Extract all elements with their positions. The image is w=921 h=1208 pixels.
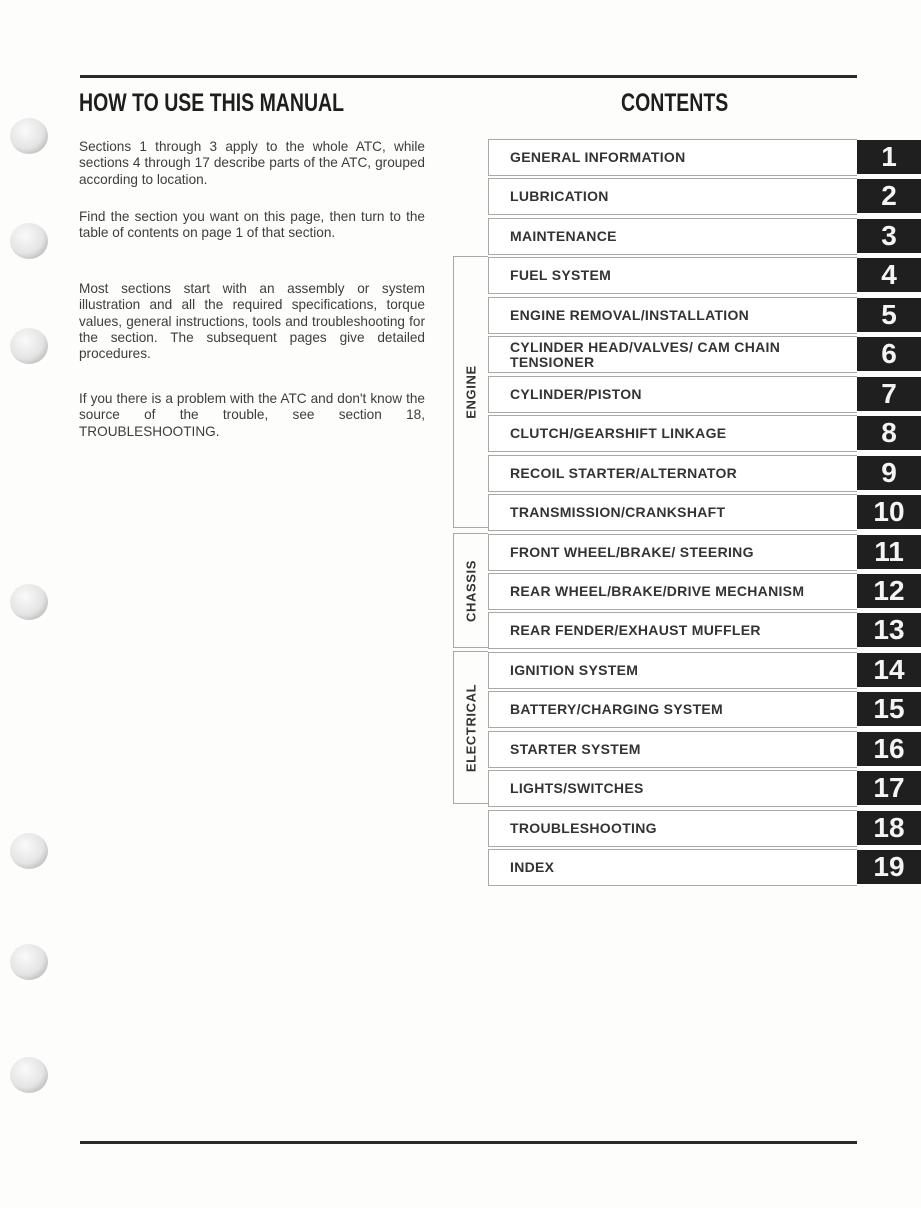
section-label: LIGHTS/SWITCHES [510,780,644,796]
bottom-rule [80,1141,857,1144]
section-tab[interactable]: 1 [857,140,921,174]
section-row[interactable] [488,297,857,334]
section-row[interactable] [488,731,857,768]
section-row[interactable] [488,810,857,847]
section-row[interactable] [488,257,857,294]
how-to-use-title: HOW TO USE THIS MANUAL [79,89,345,117]
section-tab[interactable]: 9 [857,456,921,490]
binder-hole-icon [10,944,48,980]
section-tab[interactable]: 13 [857,613,921,647]
binder-hole-icon [10,584,48,620]
binder-hole-icon [10,118,48,154]
section-row[interactable] [488,849,857,886]
binder-hole-icon [10,1057,48,1093]
section-tab[interactable]: 7 [857,377,921,411]
section-tab[interactable]: 19 [857,850,921,884]
group-electrical [453,651,488,804]
section-label: CYLINDER HEAD/VALVES/ CAM CHAIN TENSIONER [510,338,781,370]
section-tab[interactable]: 6 [857,337,921,371]
section-row[interactable] [488,455,857,492]
section-tab[interactable]: 2 [857,179,921,213]
section-row[interactable] [488,336,857,373]
section-row[interactable] [488,573,857,610]
binder-hole-icon [10,328,48,364]
section-tab[interactable]: 4 [857,258,921,292]
section-row[interactable] [488,178,857,215]
section-tab[interactable]: 18 [857,811,921,845]
paragraph: If you there is a problem with the ATC and don't know the source of the trouble, see section 18, TROUBLESHOOTING. [79,391,425,439]
paragraph: Find the section you want on this page, then turn to the table of contents on page 1 of that section. [79,209,425,241]
section-row[interactable] [488,534,857,571]
section-label: TRANSMISSION/CRANKSHAFT [510,504,726,520]
section-label: TROUBLESHOOTING [510,820,657,836]
section-label: FRONT WHEEL/BRAKE/ STEERING [510,544,754,560]
section-row[interactable] [488,218,857,255]
section-label: CYLINDER/PISTON [510,386,642,402]
top-rule [80,75,857,78]
group-label: CHASSIS [463,559,479,622]
group-label: ELECTRICAL [463,683,479,772]
section-label: BATTERY/CHARGING SYSTEM [510,701,724,717]
section-label: CLUTCH/GEARSHIFT LINKAGE [510,425,727,441]
section-tab[interactable]: 11 [857,535,921,569]
section-label: REAR WHEEL/BRAKE/DRIVE MECHANISM [510,583,805,599]
section-label: RECOIL STARTER/ALTERNATOR [510,465,738,481]
paragraph: Most sections start with an assembly or system illustration and all the required specifications, torque values, general instructions, tools and troubleshooting for the section. The subsequent pages give detailed procedures. [79,281,425,362]
paragraph: Sections 1 through 3 apply to the whole ATC, while sections 4 through 17 describe parts of the ATC, grouped according to location. [79,139,425,187]
section-label: GENERAL INFORMATION [510,149,686,165]
section-label: IGNITION SYSTEM [510,662,639,678]
section-label: LUBRICATION [510,188,609,204]
section-tab[interactable]: 12 [857,574,921,608]
section-row[interactable] [488,415,857,452]
section-tab[interactable]: 8 [857,416,921,450]
section-tab[interactable]: 15 [857,692,921,726]
section-row[interactable] [488,494,857,531]
section-label: INDEX [510,859,555,875]
section-row[interactable] [488,652,857,689]
contents-title: CONTENTS [621,89,729,117]
section-row[interactable] [488,376,857,413]
section-label: MAINTENANCE [510,228,617,244]
section-tab[interactable]: 10 [857,495,921,529]
group-engine [453,256,488,528]
section-tab[interactable]: 5 [857,298,921,332]
section-row[interactable] [488,770,857,807]
section-tab[interactable]: 3 [857,219,921,253]
section-tab[interactable]: 16 [857,732,921,766]
section-row[interactable] [488,691,857,728]
section-label: ENGINE REMOVAL/INSTALLATION [510,307,750,323]
section-label: REAR FENDER/EXHAUST MUFFLER [510,622,761,638]
binder-hole-icon [10,223,48,259]
binder-hole-icon [10,833,48,869]
group-label: ENGINE [463,365,479,419]
section-label: STARTER SYSTEM [510,741,641,757]
section-row[interactable] [488,139,857,176]
section-tab[interactable]: 14 [857,653,921,687]
section-tab[interactable]: 17 [857,771,921,805]
section-label: FUEL SYSTEM [510,267,612,283]
section-row[interactable] [488,612,857,649]
group-chassis [453,533,488,648]
